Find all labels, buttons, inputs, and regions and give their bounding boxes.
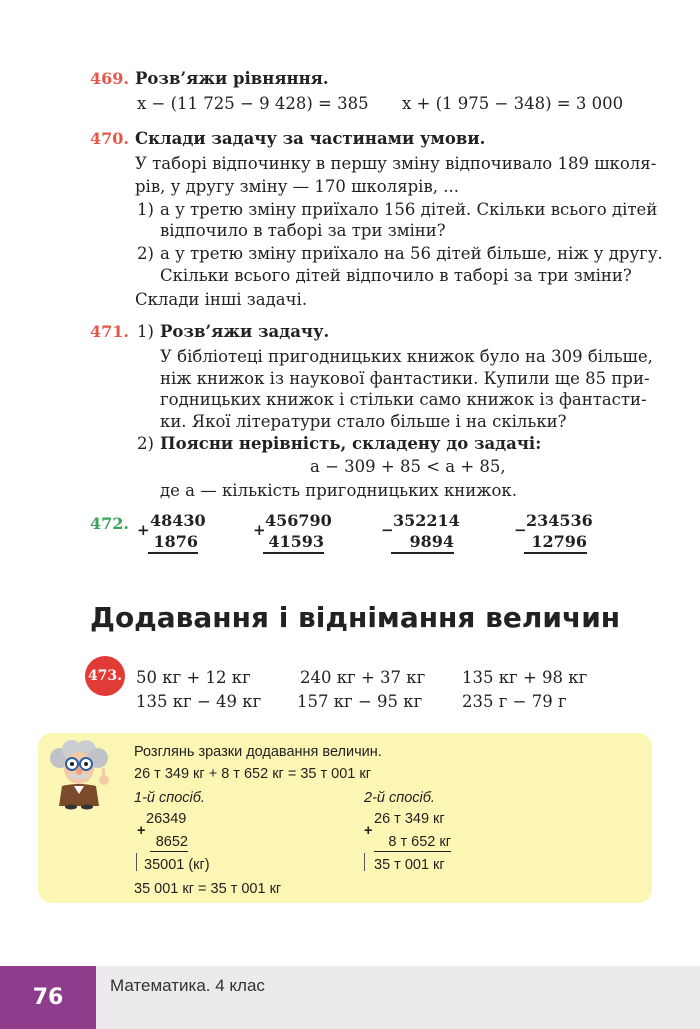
- column-3-top: 352214: [393, 511, 460, 530]
- way-2-bottom: 8 т 652 кг: [374, 833, 451, 852]
- task-number-473: 473.: [87, 668, 123, 684]
- page-number: [0, 966, 96, 1029]
- task-469-title: Розв’яжи рівняння.: [135, 69, 329, 88]
- expr-cell: 50 кг + 12 кг: [136, 668, 251, 687]
- way-2-top: 26 т 349 кг: [374, 811, 445, 827]
- item-label: 2): [137, 244, 154, 263]
- task-470-footer: Склади інші задачі.: [135, 290, 308, 309]
- box-intro: Розглянь зразки додавання величин.: [134, 744, 382, 760]
- task-471-text-line: ніж книжок із наукової фантастики. Купили ще 85 при-: [160, 369, 650, 388]
- inequality: a − 309 + 85 < a + 85,: [310, 457, 506, 476]
- task-470-text-line: рів, у другу зміну — 170 школярів, ...: [135, 177, 459, 196]
- task-471-text-line: У бібліотеці пригодницьких книжок було на 309 більше,: [160, 347, 653, 366]
- expr-cell: 235 г − 79 г: [462, 692, 567, 711]
- way-1-conversion: 35 001 кг = 35 т 001 кг: [134, 881, 282, 897]
- way-1-label: 1-й спосіб.: [134, 790, 205, 806]
- way-2-label: 2-й спосіб.: [364, 790, 435, 806]
- task-number-472: 472.: [90, 514, 129, 533]
- task-number-471: 471.: [90, 322, 129, 341]
- way-1-top: 26349: [146, 811, 187, 827]
- task-number-469: 469.: [90, 69, 129, 88]
- task-471-subtitle: Поясни нерівність, складену до задачі:: [160, 434, 542, 453]
- book-title: Математика. 4 клас: [110, 976, 265, 995]
- section-title: Додавання і віднімання величин: [90, 601, 621, 634]
- way-1-bottom: 8652: [150, 833, 188, 852]
- task-471-where: де a — кількість пригодницьких книжок.: [160, 481, 517, 500]
- task-470-item-1-line: а у третю зміну приїхало 156 дітей. Скільки всього дітей: [160, 200, 658, 219]
- way-2-plus: +: [364, 823, 373, 839]
- task-470-item-2-line: а у третю зміну приїхало на 56 дітей більше, ніж у другу.: [160, 244, 663, 263]
- expr-cell: 157 кг − 95 кг: [297, 692, 423, 711]
- task-470-title: Склади задачу за частинами умови.: [135, 129, 486, 148]
- column-1-top: 48430: [150, 511, 206, 530]
- column-4-bottom: 12796: [524, 531, 587, 554]
- task-470-text-line: У таборі відпочинку в першу зміну відпочивало 189 школя-: [135, 154, 657, 173]
- task-470-item-1-line: відпочило в таборі за три зміни?: [160, 221, 446, 240]
- task-number-473-badge: [85, 656, 125, 696]
- column-2-top: 456790: [265, 511, 332, 530]
- task-471-text-line: годницьких книжок і стільки само книжок із фантасти-: [160, 390, 647, 409]
- equation-1: x − (11 725 − 9 428) = 385: [137, 94, 369, 113]
- column-3-operator: −: [381, 521, 394, 539]
- column-4-top: 234536: [526, 511, 593, 530]
- column-2-operator: +: [253, 521, 266, 539]
- professor-mascot-icon: [44, 738, 116, 810]
- column-1-operator: +: [137, 521, 150, 539]
- way-1-result: 35001 (кг): [144, 857, 210, 873]
- column-1-bottom: 1876: [148, 531, 198, 554]
- way-2-guide-line: [364, 853, 365, 871]
- column-3-bottom: 9894: [391, 531, 454, 554]
- expr-cell: 240 кг + 37 кг: [300, 668, 426, 687]
- expr-cell: 135 кг − 49 кг: [136, 692, 262, 711]
- equation-2: x + (1 975 − 348) = 3 000: [402, 94, 624, 113]
- expr-cell: 135 кг + 98 кг: [462, 668, 588, 687]
- item-label: 1): [137, 200, 154, 219]
- way-1-plus: +: [137, 823, 146, 839]
- task-471-text-line: ки. Якої літератури стало більше і на скільки?: [160, 412, 567, 431]
- task-471-title: Розв’яжи задачу.: [160, 322, 330, 341]
- column-4-operator: −: [514, 521, 527, 539]
- footer-bar: [0, 966, 700, 1029]
- task-470-item-2-line: Скільки всього дітей відпочило в таборі за три зміни?: [160, 266, 632, 285]
- box-example: 26 т 349 кг + 8 т 652 кг = 35 т 001 кг: [134, 766, 372, 782]
- way-2-result: 35 т 001 кг: [374, 857, 445, 873]
- page-number-text: 76: [32, 985, 64, 1010]
- task-number-470: 470.: [90, 129, 129, 148]
- item-label: 2): [137, 434, 154, 453]
- way-1-guide-line: [136, 853, 137, 871]
- column-2-bottom: 41593: [263, 531, 324, 554]
- item-label: 1): [137, 322, 154, 341]
